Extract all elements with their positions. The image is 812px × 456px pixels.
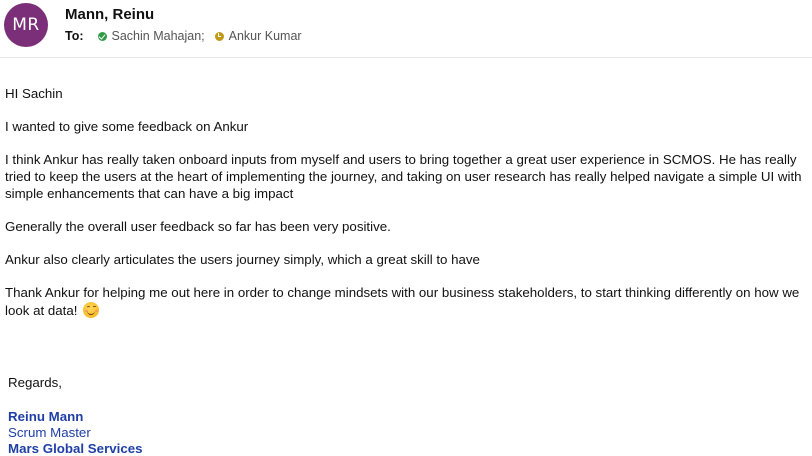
recipient-name: Sachin Mahajan; — [111, 29, 205, 43]
body-paragraph — [5, 285, 810, 319]
recipient-name: Ankur Kumar — [228, 29, 302, 43]
signature-title: Scrum Master — [8, 425, 91, 440]
body-paragraph: I think Ankur has really taken onboard inputs from myself and users to bring together a great user experience in SCMOS. He has really tried to keep the users at the heart of implementing the journey, and taking on user research has really helped navigate a simple UI with simple enhancements that can have a big impact — [5, 152, 802, 201]
message-header — [0, 0, 812, 58]
greeting: HI Sachin — [5, 86, 63, 101]
body-paragraph: I wanted to give some feedback on Ankur — [5, 119, 249, 135]
email-signature — [8, 375, 143, 456]
sender-avatar[interactable]: MR — [4, 3, 48, 47]
smiling-face-icon — [83, 302, 99, 318]
body-paragraph: Generally the overall user feedback so far has been very positive. — [5, 218, 391, 234]
signature-company: Mars Global Services — [8, 441, 143, 456]
presence-away-icon — [215, 32, 224, 41]
signature-name: Reinu Mann — [8, 409, 84, 424]
presence-available-icon — [98, 32, 107, 41]
body-paragraph: Ankur also clearly articulates the users journey simply, which a great skill to have — [5, 251, 480, 267]
sign-off: Regards, — [8, 375, 62, 390]
recipient-sachin-mahajan[interactable] — [98, 29, 205, 43]
recipient-ankur-kumar[interactable] — [215, 29, 302, 43]
sender-name[interactable]: Mann, Reinu — [65, 6, 155, 23]
recipients-row — [65, 29, 302, 43]
to-label: To: — [65, 29, 84, 43]
message-body — [5, 86, 810, 319]
paragraph-text: Thank Ankur for helping me out here in order to change mindsets with our business stakeholders, to start thinking differently on how we look at data! — [5, 285, 800, 318]
